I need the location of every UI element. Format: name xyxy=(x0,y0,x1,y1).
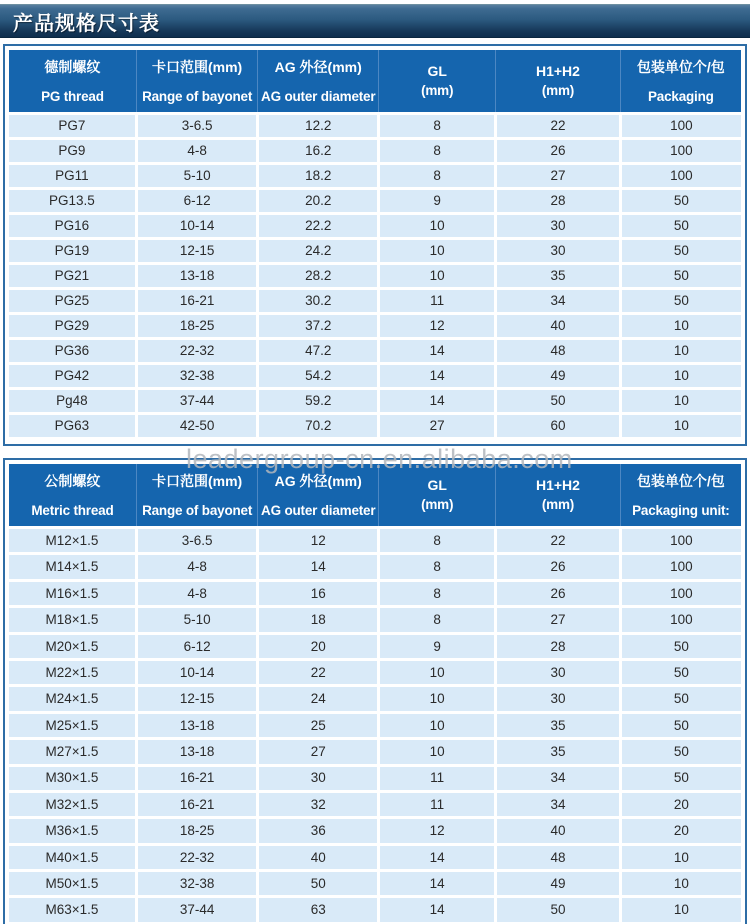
cell: 26 xyxy=(496,580,620,606)
cell: 14 xyxy=(379,339,496,364)
cell: 50 xyxy=(620,239,741,264)
table-row xyxy=(9,264,741,289)
table-row xyxy=(9,580,741,606)
cell: 54.2 xyxy=(258,364,379,389)
cell: 48 xyxy=(496,339,620,364)
cell: 14 xyxy=(379,871,496,897)
table-row xyxy=(9,765,741,791)
cell: M63×1.5 xyxy=(9,897,136,923)
cell: 100 xyxy=(620,554,741,580)
cell: M18×1.5 xyxy=(9,607,136,633)
table-row xyxy=(9,818,741,844)
cell: 16 xyxy=(258,580,379,606)
cell: 16.2 xyxy=(258,139,379,164)
cell: 16-21 xyxy=(136,765,258,791)
cell: PG42 xyxy=(9,364,136,389)
table-row xyxy=(9,528,741,554)
cell: 49 xyxy=(496,871,620,897)
cell: 50 xyxy=(620,765,741,791)
cell: 6-12 xyxy=(136,189,258,214)
cell: 10 xyxy=(379,739,496,765)
cell: M12×1.5 xyxy=(9,528,136,554)
cell: 50 xyxy=(620,659,741,685)
cell: 20.2 xyxy=(258,189,379,214)
cell: M16×1.5 xyxy=(9,580,136,606)
cell: 18-25 xyxy=(136,314,258,339)
cell: 13-18 xyxy=(136,264,258,289)
cell: M36×1.5 xyxy=(9,818,136,844)
cell: 34 xyxy=(496,765,620,791)
cell: PG63 xyxy=(9,414,136,439)
cell: PG21 xyxy=(9,264,136,289)
cell: 22 xyxy=(258,659,379,685)
cell: 20 xyxy=(258,633,379,659)
page-title: 产品规格尺寸表 xyxy=(13,12,160,35)
cell: 28 xyxy=(496,189,620,214)
cell: 9 xyxy=(379,633,496,659)
cell: 50 xyxy=(620,739,741,765)
table-row xyxy=(9,659,741,685)
cell: 12 xyxy=(379,818,496,844)
cell: 40 xyxy=(496,818,620,844)
cell: 22.2 xyxy=(258,214,379,239)
table-row xyxy=(9,389,741,414)
cell: 14 xyxy=(258,554,379,580)
cell: 14 xyxy=(379,897,496,923)
cell: 26 xyxy=(496,139,620,164)
cell: 16-21 xyxy=(136,289,258,314)
cell: M22×1.5 xyxy=(9,659,136,685)
cell: 8 xyxy=(379,164,496,189)
cell: 40 xyxy=(258,844,379,870)
cell: 50 xyxy=(620,214,741,239)
cell: M25×1.5 xyxy=(9,712,136,738)
cell: 30 xyxy=(496,214,620,239)
cell: 18-25 xyxy=(136,818,258,844)
cell: 9 xyxy=(379,189,496,214)
cell: PG13.5 xyxy=(9,189,136,214)
cell: 37-44 xyxy=(136,897,258,923)
table-row xyxy=(9,289,741,314)
cell: 30 xyxy=(496,686,620,712)
cell: 13-18 xyxy=(136,739,258,765)
cell: 22-32 xyxy=(136,339,258,364)
cell: 50 xyxy=(258,871,379,897)
cell: 59.2 xyxy=(258,389,379,414)
cell: 16-21 xyxy=(136,791,258,817)
cell: 32-38 xyxy=(136,364,258,389)
cell: 32-38 xyxy=(136,871,258,897)
cell: 10 xyxy=(620,414,741,439)
table-row xyxy=(9,897,741,923)
cell: M32×1.5 xyxy=(9,791,136,817)
metric-thread-table-body xyxy=(9,528,741,924)
cell: Pg48 xyxy=(9,389,136,414)
cell: 10 xyxy=(620,897,741,923)
cell: 34 xyxy=(496,791,620,817)
column-header: AG 外径(mm) AG outer diameter xyxy=(258,464,379,528)
cell: 18 xyxy=(258,607,379,633)
cell: 10 xyxy=(379,264,496,289)
cell: 35 xyxy=(496,712,620,738)
cell: 20 xyxy=(620,818,741,844)
cell: 100 xyxy=(620,528,741,554)
cell: M50×1.5 xyxy=(9,871,136,897)
cell: PG16 xyxy=(9,214,136,239)
cell: 25 xyxy=(258,712,379,738)
cell: PG7 xyxy=(9,114,136,139)
pg-thread-table-box xyxy=(3,44,747,446)
cell: 37-44 xyxy=(136,389,258,414)
cell: 22 xyxy=(496,114,620,139)
table-row xyxy=(9,554,741,580)
column-header: 包装单位个/包 Packaging xyxy=(620,50,741,114)
table-row xyxy=(9,712,741,738)
cell: 4-8 xyxy=(136,554,258,580)
cell: 5-10 xyxy=(136,164,258,189)
column-header: 公制螺纹 Metric thread xyxy=(9,464,136,528)
column-header: H1+H2 (mm) xyxy=(496,464,620,528)
watermark-text: leadergroup-cn.en.alibaba.com xyxy=(186,444,573,474)
cell: 12 xyxy=(379,314,496,339)
cell: 10 xyxy=(620,364,741,389)
cell: 100 xyxy=(620,114,741,139)
cell: M27×1.5 xyxy=(9,739,136,765)
table-row xyxy=(9,189,741,214)
cell: PG29 xyxy=(9,314,136,339)
cell: 20 xyxy=(620,791,741,817)
cell: 24.2 xyxy=(258,239,379,264)
cell: 42-50 xyxy=(136,414,258,439)
table-row xyxy=(9,339,741,364)
cell: 30 xyxy=(496,659,620,685)
cell: 100 xyxy=(620,580,741,606)
cell: 26 xyxy=(496,554,620,580)
cell: 10 xyxy=(379,686,496,712)
cell: 50 xyxy=(620,264,741,289)
cell: 10 xyxy=(620,339,741,364)
cell: 14 xyxy=(379,389,496,414)
column-header: AG 外径(mm) AG outer diameter xyxy=(258,50,379,114)
cell: 32 xyxy=(258,791,379,817)
cell: 12.2 xyxy=(258,114,379,139)
table-row xyxy=(9,844,741,870)
cell: PG36 xyxy=(9,339,136,364)
cell: 10 xyxy=(620,314,741,339)
cell: 50 xyxy=(620,686,741,712)
cell: 12-15 xyxy=(136,686,258,712)
cell: 8 xyxy=(379,139,496,164)
table-row xyxy=(9,633,741,659)
cell: 8 xyxy=(379,554,496,580)
cell: 60 xyxy=(496,414,620,439)
cell: 100 xyxy=(620,607,741,633)
table-row xyxy=(9,364,741,389)
cell: PG9 xyxy=(9,139,136,164)
table-row xyxy=(9,791,741,817)
cell: PG19 xyxy=(9,239,136,264)
cell: 22 xyxy=(496,528,620,554)
cell: 47.2 xyxy=(258,339,379,364)
cell: 50 xyxy=(620,289,741,314)
table-row xyxy=(9,871,741,897)
table-row xyxy=(9,164,741,189)
table-row xyxy=(9,214,741,239)
column-header: 卡口范围(mm) Range of bayonet xyxy=(136,50,258,114)
metric-thread-table xyxy=(9,464,741,924)
cell: 28.2 xyxy=(258,264,379,289)
column-header: GL (mm) xyxy=(379,464,496,528)
cell: 24 xyxy=(258,686,379,712)
cell: 10-14 xyxy=(136,659,258,685)
cell: 10 xyxy=(620,389,741,414)
cell: 18.2 xyxy=(258,164,379,189)
cell: 22-32 xyxy=(136,844,258,870)
cell: 100 xyxy=(620,139,741,164)
table-row xyxy=(9,139,741,164)
cell: 8 xyxy=(379,607,496,633)
metric-thread-table-box xyxy=(3,458,747,924)
cell: 10 xyxy=(379,659,496,685)
column-header: H1+H2 (mm) xyxy=(496,50,620,114)
cell: 11 xyxy=(379,791,496,817)
table-row xyxy=(9,739,741,765)
cell: 12-15 xyxy=(136,239,258,264)
cell: 48 xyxy=(496,844,620,870)
cell: PG11 xyxy=(9,164,136,189)
cell: 70.2 xyxy=(258,414,379,439)
page-title-bar xyxy=(0,4,750,38)
cell: 35 xyxy=(496,264,620,289)
cell: 11 xyxy=(379,289,496,314)
cell: 50 xyxy=(620,633,741,659)
cell: PG25 xyxy=(9,289,136,314)
table-row xyxy=(9,239,741,264)
cell: 10 xyxy=(379,712,496,738)
cell: M24×1.5 xyxy=(9,686,136,712)
table-row xyxy=(9,114,741,139)
table-row xyxy=(9,314,741,339)
cell: 12 xyxy=(258,528,379,554)
cell: 4-8 xyxy=(136,580,258,606)
cell: 8 xyxy=(379,580,496,606)
cell: 49 xyxy=(496,364,620,389)
cell: 63 xyxy=(258,897,379,923)
cell: 8 xyxy=(379,114,496,139)
cell: 50 xyxy=(620,189,741,214)
cell: 10 xyxy=(620,871,741,897)
cell: 6-12 xyxy=(136,633,258,659)
pg-thread-table-body xyxy=(9,114,741,439)
cell: 14 xyxy=(379,844,496,870)
cell: 14 xyxy=(379,364,496,389)
cell: 13-18 xyxy=(136,712,258,738)
cell: 3-6.5 xyxy=(136,114,258,139)
column-header: 包装单位个/包 Packaging unit: xyxy=(620,464,741,528)
cell: 10 xyxy=(379,214,496,239)
pg-thread-table-header xyxy=(9,50,741,114)
cell: 8 xyxy=(379,528,496,554)
cell: 11 xyxy=(379,765,496,791)
cell: 10-14 xyxy=(136,214,258,239)
pg-thread-table xyxy=(9,50,741,440)
column-header: 德制螺纹 PG thread xyxy=(9,50,136,114)
cell: 10 xyxy=(379,239,496,264)
cell: M30×1.5 xyxy=(9,765,136,791)
cell: 27 xyxy=(496,164,620,189)
cell: 50 xyxy=(496,897,620,923)
cell: 5-10 xyxy=(136,607,258,633)
cell: 100 xyxy=(620,164,741,189)
table-row xyxy=(9,607,741,633)
cell: 37.2 xyxy=(258,314,379,339)
cell: M14×1.5 xyxy=(9,554,136,580)
cell: 36 xyxy=(258,818,379,844)
cell: M20×1.5 xyxy=(9,633,136,659)
cell: 40 xyxy=(496,314,620,339)
cell: 34 xyxy=(496,289,620,314)
cell: 4-8 xyxy=(136,139,258,164)
cell: 28 xyxy=(496,633,620,659)
cell: 50 xyxy=(620,712,741,738)
cell: 35 xyxy=(496,739,620,765)
cell: 27 xyxy=(258,739,379,765)
cell: 50 xyxy=(496,389,620,414)
metric-thread-table-header xyxy=(9,464,741,528)
table-row xyxy=(9,414,741,439)
cell: 30.2 xyxy=(258,289,379,314)
cell: 30 xyxy=(258,765,379,791)
cell: 27 xyxy=(496,607,620,633)
column-header: GL (mm) xyxy=(379,50,496,114)
cell: M40×1.5 xyxy=(9,844,136,870)
table-row xyxy=(9,686,741,712)
cell: 3-6.5 xyxy=(136,528,258,554)
column-header: 卡口范围(mm) Range of bayonet xyxy=(136,464,258,528)
cell: 30 xyxy=(496,239,620,264)
cell: 10 xyxy=(620,844,741,870)
cell: 27 xyxy=(379,414,496,439)
